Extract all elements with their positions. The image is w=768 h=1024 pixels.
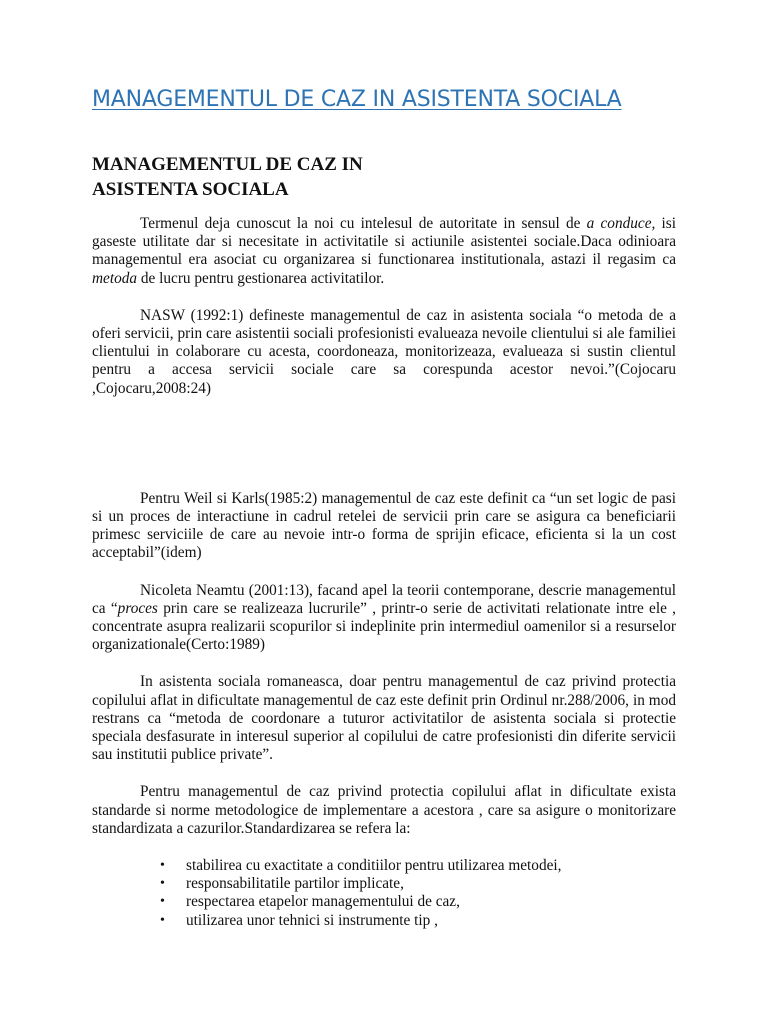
paragraph-text: isi gaseste utilitate dar si necesitate in activitatile si actiunile asistentei sociale.Daca odinioara managementul era asociat cu organizarea si functionarea institutionala, astazi il regasim ca (92, 215, 676, 269)
list-item-text: utilizarea unor tehnici si instrumente tip , (186, 911, 438, 929)
section-heading (92, 152, 676, 202)
list-item (158, 875, 676, 893)
paragraph-text: Termenul deja cunoscut la noi cu intelesul de autoritate in sensul de (140, 215, 587, 232)
list-item (158, 893, 676, 911)
blank-space (92, 398, 676, 490)
paragraph-standarde: Pentru managementul de caz privind protectia copilului aflat in dificultate exista standarde si norme metodologice de implementare a acestora , care sa asigure o monitorizare standardizata a cazurilor.Standardizarea se refera la: (92, 783, 676, 837)
paragraph-termenul (92, 215, 676, 288)
bullet-icon: • (160, 876, 165, 892)
standardization-list (92, 857, 676, 930)
paragraph-ordinul: In asistenta sociala romaneasca, doar pentru managementul de caz privind protectia copilului aflat in dificultate managementul de caz este definit prin Ordinul nr.288/2006, in mod restrans ca “metoda de coordonare a tuturor activitatilor de asistenta sociala si protectie speciala desfasurate in interesul superior al copilului de catre profesionisti din diferite servicii sau institutii publice private”. (92, 673, 676, 764)
list-item-text: respectarea etapelor managementului de caz, (186, 893, 460, 911)
paragraph-weil-karls: Pentru Weil si Karls(1985:2) managementul de caz este definit ca “un set logic de pasi si un proces de interactiune in cadrul retelei de servicii prin care se asigura ca beneficiarii primesc serviciile de care au nevoie intr-o forma de sprijin eficace, eficienta si la un cost acceptabil”(idem) (92, 489, 676, 562)
section-heading-line2: ASISTENTA SOCIALA (92, 179, 289, 200)
paragraph-text: de lucru pentru gestionarea activitatilor. (137, 269, 385, 287)
document-page (92, 86, 676, 930)
paragraph-nasw: NASW (1992:1) defineste managementul de caz in asistenta sociala “o metoda de a oferi servicii, prin care asistentii sociali profesionisti evalueaza nevoile clientului si ale familiei clientului in colaborare cu acesta, coordoneaza, monitorizeaza, evalueaza si sustin clientul pentru a accesa servicii sociale care sa corespunda acestor nevoi.”(Cojocaru ,Cojocaru,2008:24) (92, 306, 676, 397)
emphasis-text: a conduce, (586, 215, 656, 232)
paragraph-neamtu (92, 582, 676, 655)
bullet-icon: • (160, 858, 165, 874)
document-title-link[interactable]: MANAGEMENTUL DE CAZ IN ASISTENTA SOCIALA (92, 87, 622, 112)
list-item-text: responsabilitatile partilor implicate, (186, 875, 404, 893)
list-item (158, 857, 676, 875)
emphasis-text: metoda (92, 269, 138, 287)
paragraph-text: prin care se realizeaza lucrurile” , printr-o serie de activitati relationate intre ele , concentrate asupra realizarii scopurilor si indeplinite prin intermediul oamenilor si a resurselor organizationale(Certo:1989) (92, 599, 676, 654)
section-heading-line1: MANAGEMENTUL DE CAZ IN (92, 154, 363, 175)
bullet-icon: • (160, 912, 165, 928)
list-item (158, 912, 676, 930)
paragraph-text: Nicoleta Neamtu (2001:13), facand apel la teorii contemporane, descrie managementul ca “ (92, 581, 676, 617)
bullet-icon: • (160, 894, 165, 910)
list-item-text: stabilirea cu exactitate a conditiilor pentru utilizarea metodei, (186, 857, 562, 875)
emphasis-text: proces (117, 599, 158, 617)
